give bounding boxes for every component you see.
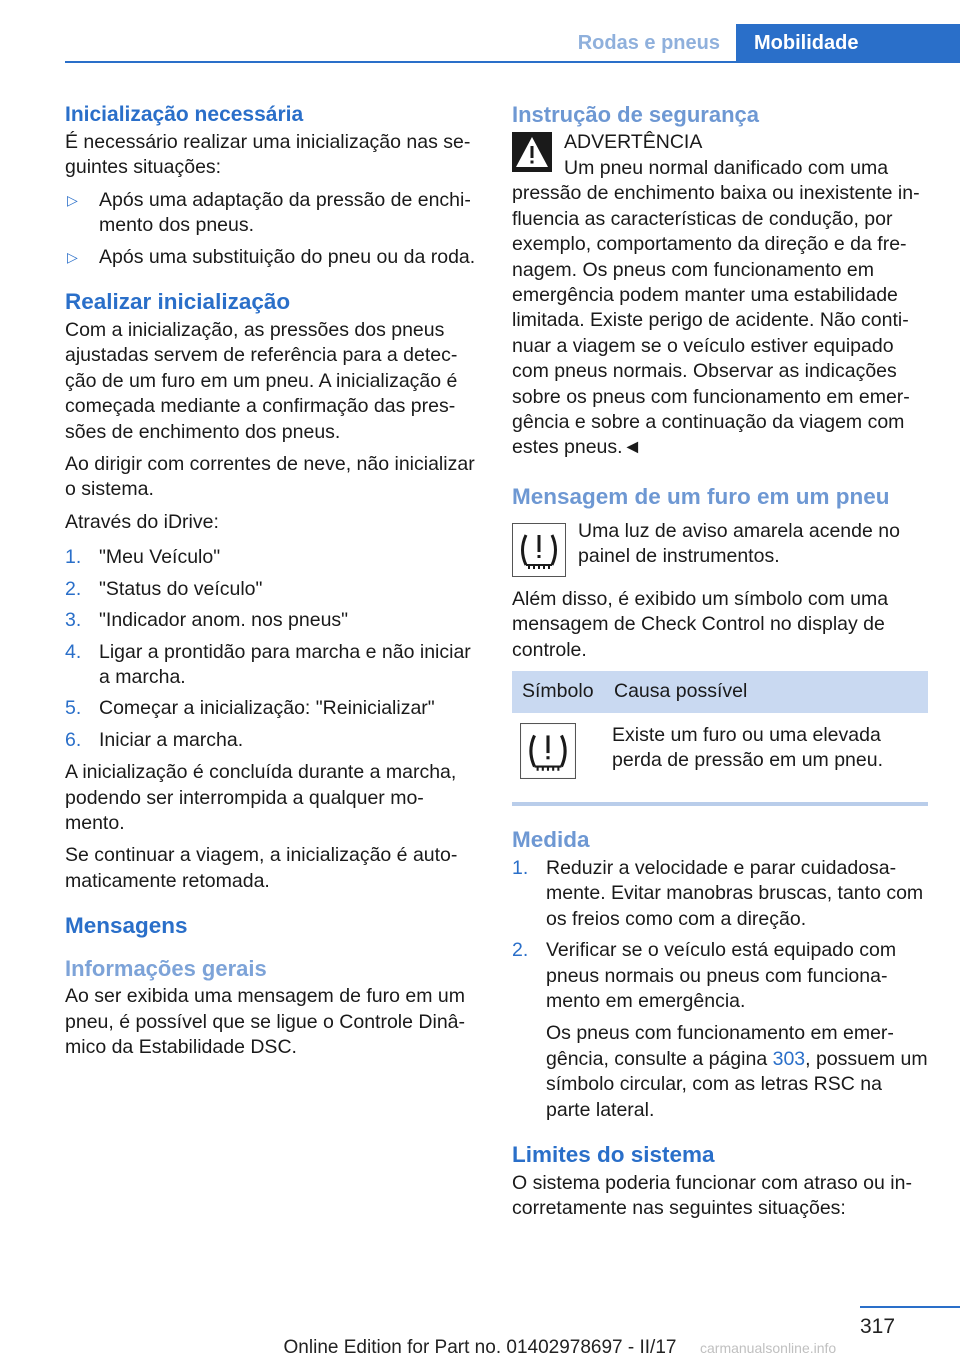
list-item — [65, 640, 483, 691]
symbol-table — [512, 671, 928, 796]
left-column — [65, 100, 483, 1067]
measure-steps — [512, 856, 928, 1014]
step-number: 1. — [65, 546, 82, 569]
do-init-p5: Se continuar a viagem, a inicialização é auto-maticamente retomada. — [65, 844, 458, 892]
general-info-heading: Informações gerais — [65, 956, 267, 982]
warning-block — [512, 130, 928, 184]
table-header-row — [512, 671, 928, 712]
step-number: 6. — [65, 728, 82, 751]
do-init-p2: Ao dirigir com correntes de neve, não inicializar o sistema. — [65, 453, 475, 501]
header-chapter-tab: Mobilidade — [736, 24, 960, 62]
page-number: 317 — [860, 1315, 896, 1338]
list-item — [65, 608, 483, 633]
step-text: Começar a inicialização: "Reinicializar" — [99, 697, 435, 720]
col-header-cause: Causa possível — [604, 671, 928, 712]
tire-pressure-symbol-icon — [520, 723, 576, 779]
list-item — [512, 938, 928, 1014]
symbol-cell — [512, 713, 604, 796]
do-init-steps — [65, 545, 483, 753]
warning-label: ADVERTÊNCIA — [564, 131, 703, 153]
do-init-p1: Com a inicialização, as pressões dos pneus ajustadas servem de referência para a detec-ção de um furo em um pneu. A inicialização é começada mediante a confirmação das pres-sões de enchimento dos pneus. — [65, 319, 458, 443]
step-number: 2. — [512, 939, 529, 962]
list-item-text: Após uma substituição do pneu ou da roda. — [99, 245, 476, 268]
step-text: Reduzir a velocidade e parar cuidadosa-mente. Evitar manobras bruscas, tanto com os freios como com a direção. — [546, 856, 924, 930]
list-item — [512, 856, 928, 932]
cause-cell: Existe um furo ou uma elevada perda de pressão em um pneu. — [612, 723, 884, 771]
table-bottom-rule — [512, 802, 928, 806]
safety-heading: Instrução de segurança — [512, 102, 759, 127]
tire-pressure-warning-icon — [512, 523, 566, 577]
init-needed-text: É necessário realizar uma inicialização nas se-guintes situações: — [65, 131, 471, 179]
do-init-heading: Realizar inicialização — [65, 289, 291, 315]
rsc-note — [512, 1021, 928, 1123]
step-number: 1. — [512, 856, 529, 879]
step-text: "Indicador anom. nos pneus" — [99, 609, 349, 632]
flat-msg-heading: Mensagem de um furo em um pneu — [512, 483, 890, 509]
rsc-note-text-end: , possuem um símbolo circular, com as letras RSC na parte lateral. — [546, 1047, 928, 1121]
step-number: 4. — [65, 640, 82, 663]
step-text: Verificar se o veículo está equipado com pneus normais ou pneus com funciona-mento em emergência. — [546, 939, 897, 1012]
list-item — [65, 188, 483, 239]
list-item — [65, 728, 483, 753]
step-text: "Status do veículo" — [99, 577, 263, 600]
step-text: Iniciar a marcha. — [99, 728, 244, 751]
init-needed-list — [65, 188, 483, 270]
safety-text: Um pneu normal danificado com uma pressão de enchimento baixa ou inexistente in-fluencia as características de condução, por exemplo, comportamento da direção e da fre-nagem. Os pneus com funcionamento em emergência podem manter uma estabilidade limitada. Existe perigo de acidente. Não conti-nuar a viagem se o veículo estiver equipado com pneus normais. Observar as indicações sobre os pneus com funcionamento em emer-gência e sobre a continuação da viagem com estes pneus.◄ — [512, 157, 920, 459]
list-item — [65, 696, 483, 721]
header-section-title: Rodas e pneus — [577, 32, 720, 54]
list-item — [65, 245, 483, 270]
limits-heading: Limites do sistema — [512, 1141, 715, 1167]
lamp-text: Uma luz de aviso amarela acende no painel de instrumentos. — [578, 519, 900, 568]
right-column — [512, 100, 928, 1229]
list-item-text: Após uma adaptação da pressão de enchi-mento dos pneus. — [99, 188, 471, 237]
footer-rule — [860, 1306, 960, 1308]
watermark: carmanualsonline.info — [700, 1340, 837, 1356]
measure-heading: Medida — [512, 826, 590, 852]
triangle-bullet-icon: ▷ — [67, 191, 78, 208]
init-needed-heading: Inicialização necessária — [65, 103, 304, 126]
limits-text: O sistema poderia funcionar com atraso ou in-corretamente nas seguintes situações: — [512, 1171, 912, 1220]
do-init-p3: Através do iDrive: — [65, 510, 219, 533]
rsc-note-text: Os pneus com funcionamento em emer-gência, consulte a página — [546, 1022, 894, 1070]
col-header-symbol: Símbolo — [512, 671, 604, 712]
triangle-bullet-icon: ▷ — [67, 248, 78, 265]
list-item — [65, 545, 483, 570]
step-number: 2. — [65, 577, 82, 600]
step-text: "Meu Veículo" — [99, 546, 221, 569]
messages-heading: Mensagens — [65, 913, 188, 939]
header-rule — [65, 61, 960, 63]
flat-msg-text: Além disso, é exibido um símbolo com uma mensagem de Check Control no display de controle. — [512, 587, 889, 661]
step-text: Ligar a prontidão para marcha e não iniciar a marcha. — [99, 640, 471, 688]
do-init-p4: A inicialização é concluída durante a marcha, podendo ser interrompida a qualquer mo-mento. — [65, 761, 457, 834]
messages-text: Ao ser exibida uma mensagem de furo em um pneu, é possível que se ligue o Controle Dinâ-mico da Estabilidade DSC. — [65, 985, 465, 1058]
warning-triangle-icon — [512, 132, 552, 172]
step-number: 5. — [65, 697, 82, 720]
step-number: 3. — [65, 609, 82, 632]
page-link[interactable]: 303 — [772, 1047, 806, 1070]
edition-line: Online Edition for Part no. 01402978697 - II/17 — [283, 1337, 677, 1358]
list-item — [65, 577, 483, 602]
table-row — [512, 713, 928, 796]
